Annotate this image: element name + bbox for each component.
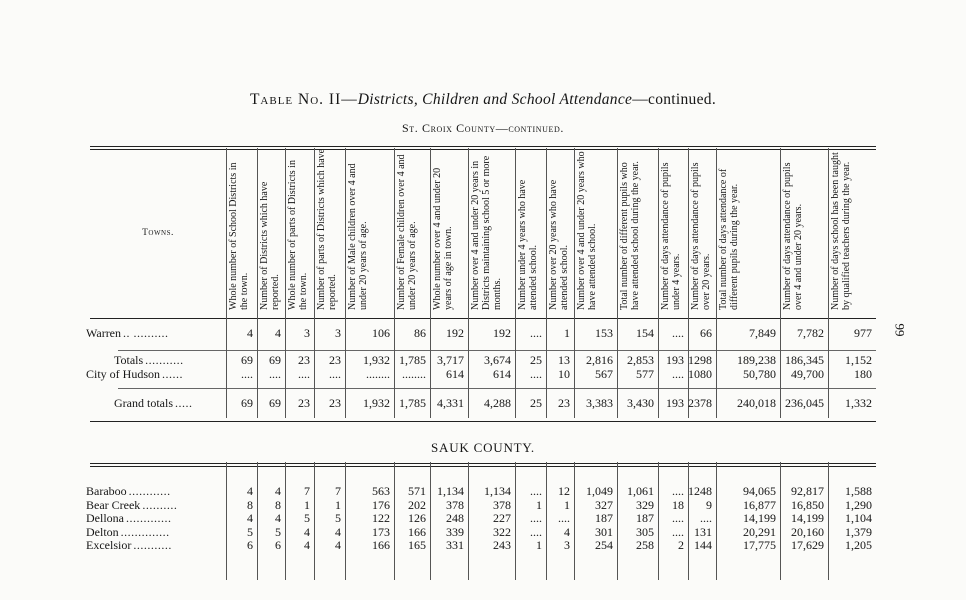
table-cell: 5 — [275, 524, 281, 539]
column-header: Number over 4 and under 20 years who have attended school. — [576, 151, 598, 310]
table-cell: 1,332 — [845, 396, 872, 410]
table-cell: 614 — [493, 367, 511, 381]
column-header: Number of Female children over 4 and under 20 years of age. — [396, 154, 418, 310]
table-row — [0, 396, 966, 410]
town-name: Grand totals — [114, 396, 173, 410]
table-cell: .... — [530, 367, 542, 381]
table-cell: 131 — [694, 524, 712, 539]
page-number: 99 — [892, 323, 908, 337]
table-cell: 1,205 — [845, 538, 872, 552]
table-cell: .... — [329, 367, 341, 381]
table-cell: 563 — [372, 484, 390, 498]
table-cell: 7 — [335, 484, 341, 498]
table-row — [0, 484, 966, 498]
leader-dots: ........... — [133, 538, 172, 552]
table-cell: 1,932 — [363, 353, 390, 367]
table-cell: 4 — [247, 484, 253, 498]
table-cell: 122 — [372, 511, 390, 525]
column-header: Number of Districts which have reported. — [259, 181, 281, 310]
table-cell: 23 — [329, 353, 341, 367]
town-name: Warren — [86, 326, 122, 340]
town-name: Dellona — [86, 511, 124, 525]
table-cell: 301 — [595, 524, 613, 539]
table-cell: 9 — [706, 497, 712, 512]
table-title: Table No. II—Districts, Children and School Attendance—continued. — [249, 91, 717, 108]
leader-dots: ........... — [145, 353, 184, 367]
column-header: Number of days attendance of pupils under 4 years. — [660, 162, 682, 310]
table-cell: 25 — [530, 396, 542, 410]
table-cell: 8 — [275, 497, 281, 512]
table-cell: 69 — [269, 396, 281, 410]
table-cell: 4 — [335, 538, 341, 552]
table-cell: 1,379 — [845, 524, 872, 539]
table-cell: 4,331 — [437, 396, 464, 410]
table-cell: 7,849 — [749, 326, 776, 340]
column-header: Number of days attendance of pupils over 4 and under 20 years. — [782, 162, 804, 310]
table-cell: 1,134 — [484, 484, 511, 498]
table-cell: .... — [700, 511, 712, 525]
table-cell: ........ — [366, 367, 390, 381]
table-cell: 3 — [564, 538, 570, 552]
table-cell: 4 — [564, 524, 570, 539]
totals-rule — [118, 350, 876, 351]
table-cell: 16,850 — [791, 497, 824, 512]
table-cell: 1,152 — [845, 353, 872, 367]
table-cell: 1 — [564, 497, 570, 512]
table-cell: 144 — [694, 538, 712, 552]
sauk-rule-top-2 — [90, 466, 876, 467]
column-header: Number of parts of Districts which have reported. — [316, 148, 338, 310]
table-row — [0, 498, 966, 512]
table-cell: 3 — [335, 326, 341, 340]
table-cell: 2 — [678, 538, 684, 552]
table-cell: 69 — [269, 353, 281, 367]
table-cell: 327 — [595, 497, 613, 512]
table-cell: .... — [530, 484, 542, 498]
table-row — [0, 367, 966, 381]
table-cell: 329 — [636, 497, 654, 512]
table-cell: 236,045 — [785, 396, 824, 410]
table-cell: ........ — [402, 367, 426, 381]
table-cell: 4 — [275, 484, 281, 498]
table-cell: 5 — [247, 524, 253, 539]
table-cell: 13 — [558, 353, 570, 367]
table-cell: 49,700 — [791, 367, 824, 381]
table-cell: 86 — [414, 326, 426, 340]
column-header: Number over 4 and under 20 years in Districts maintaining school 5 or more months. — [470, 155, 503, 310]
table-cell: 2378 — [688, 396, 712, 410]
table-cell: 193 — [666, 353, 684, 367]
table-cell: 4 — [335, 524, 341, 539]
town-name: City of Hudson — [86, 367, 161, 381]
table-cell: 1,104 — [845, 511, 872, 525]
table-cell: 4 — [275, 326, 281, 340]
table-row — [0, 538, 966, 552]
header-rule-bottom — [90, 318, 876, 319]
table-cell: 18 — [672, 497, 684, 512]
table-cell: 25 — [530, 353, 542, 367]
leader-dots: .. .......... — [123, 326, 169, 340]
table-cell: 322 — [493, 524, 511, 539]
table-cell: .... — [672, 367, 684, 381]
table-cell: 577 — [636, 367, 654, 381]
table-cell: 14,199 — [743, 511, 776, 525]
table-cell: 378 — [493, 497, 511, 512]
table-cell: 1 — [536, 538, 542, 552]
table-cell: 92,817 — [791, 484, 824, 498]
table-cell: 23 — [329, 396, 341, 410]
table-cell: 3,383 — [586, 396, 613, 410]
leader-dots: ..... — [175, 396, 193, 410]
table-cell: 305 — [636, 524, 654, 539]
table-cell: 4 — [247, 511, 253, 525]
column-header: Number of days school has been taught by qualified teachers during the year. — [830, 152, 852, 310]
table-cell: 94,065 — [743, 484, 776, 498]
table-cell: 571 — [408, 484, 426, 498]
table-cell: .... — [241, 367, 253, 381]
table-cell: 176 — [372, 497, 390, 512]
table-cell: 10 — [558, 367, 570, 381]
table-cell: 23 — [298, 353, 310, 367]
table-cell: 254 — [595, 538, 613, 552]
table-cell: 1,134 — [437, 484, 464, 498]
table-cell: .... — [298, 367, 310, 381]
table-cell: .... — [530, 511, 542, 525]
table-cell: 3,674 — [484, 353, 511, 367]
column-header: Whole number over 4 and under 20 years of age in town. — [432, 167, 454, 310]
county-subtitle: St. Croix County—continued. — [402, 121, 564, 135]
table-cell: 193 — [666, 396, 684, 410]
table-cell: 1 — [564, 326, 570, 340]
table-cell: 243 — [493, 538, 511, 552]
table-cell: 166 — [408, 524, 426, 539]
table-row — [0, 323, 966, 340]
table-cell: 1248 — [688, 484, 712, 498]
column-header: Number under 4 years who have attended school. — [517, 179, 539, 310]
table-cell: 3,717 — [437, 353, 464, 367]
leader-dots: ............. — [126, 511, 172, 525]
table-cell: 1 — [536, 497, 542, 512]
row-label — [114, 396, 226, 411]
table-cell: 1,785 — [399, 396, 426, 410]
table-cell: 23 — [558, 396, 570, 410]
table-cell: 153 — [595, 326, 613, 340]
stcroix-end-rule — [90, 421, 876, 422]
table-cell: 20,291 — [743, 524, 776, 539]
table-cell: 2,853 — [627, 353, 654, 367]
row-label — [114, 353, 226, 368]
table-cell: 23 — [298, 396, 310, 410]
leader-dots: ...... — [162, 367, 184, 381]
table-cell: 7,782 — [797, 326, 824, 340]
table-cell: 1 — [335, 497, 341, 512]
town-name: Delton — [86, 524, 119, 539]
table-cell: .... — [672, 326, 684, 340]
table-cell: .... — [672, 524, 684, 539]
table-cell: 5 — [335, 511, 341, 525]
table-cell: 180 — [854, 367, 872, 381]
table-cell: 189,238 — [737, 353, 776, 367]
table-cell: 339 — [446, 524, 464, 539]
table-cell: 20,160 — [791, 524, 824, 539]
table-cell: 1,290 — [845, 497, 872, 512]
table-cell: 106 — [372, 326, 390, 340]
table-cell: .... — [558, 511, 570, 525]
table-cell: 4 — [275, 511, 281, 525]
table-cell: 248 — [446, 511, 464, 525]
grand-totals-rule — [118, 388, 876, 389]
leader-dots: ............ — [128, 484, 171, 498]
table-cell: 7 — [304, 484, 310, 498]
table-cell: 17,775 — [743, 538, 776, 552]
leader-dots: .......... — [142, 497, 178, 512]
table-cell: 126 — [408, 511, 426, 525]
table-cell: 202 — [408, 497, 426, 512]
table-cell: 3,430 — [627, 396, 654, 410]
column-header: Whole number of parts of Districts in the town. — [287, 160, 309, 310]
row-label — [86, 326, 226, 341]
sauk-rule-top — [90, 463, 876, 464]
table-cell: 17,629 — [791, 538, 824, 552]
table-cell: 69 — [241, 396, 253, 410]
column-header: Whole number of School Districts in the town. — [228, 162, 250, 310]
table-cell: .... — [530, 326, 542, 340]
town-name: Excelsior — [86, 538, 132, 552]
column-header: Number of days attendance of pupils over 20 years. — [690, 162, 712, 310]
column-header: Number over 20 years who have attended school. — [548, 179, 570, 310]
table-row — [0, 511, 966, 525]
table-cell: 69 — [241, 353, 253, 367]
towns-column-header: Towns. — [142, 228, 174, 238]
table-cell: 66 — [700, 326, 712, 340]
table-cell: 1,588 — [845, 484, 872, 498]
table-cell: 567 — [595, 367, 613, 381]
table-cell: 240,018 — [737, 396, 776, 410]
row-label — [86, 538, 226, 553]
table-cell: .... — [530, 524, 542, 539]
header-rule-top — [90, 146, 876, 147]
table-cell: 5 — [304, 511, 310, 525]
table-cell: 4 — [304, 524, 310, 539]
table-cell: 1,061 — [627, 484, 654, 498]
table-cell: 1080 — [688, 367, 712, 381]
table-cell: 192 — [493, 326, 511, 340]
table-cell: 2,816 — [586, 353, 613, 367]
table-cell: .... — [269, 367, 281, 381]
table-cell: 12 — [558, 484, 570, 498]
table-cell: 4 — [304, 538, 310, 552]
table-cell: 977 — [854, 326, 872, 340]
table-row — [0, 353, 966, 367]
table-cell: 258 — [636, 538, 654, 552]
table-cell: 331 — [446, 538, 464, 552]
table-cell: 4,288 — [484, 396, 511, 410]
table-cell: .... — [672, 484, 684, 498]
table-cell: 14,199 — [791, 511, 824, 525]
table-cell: 6 — [247, 538, 253, 552]
table-cell: 1298 — [688, 353, 712, 367]
table-cell: 614 — [446, 367, 464, 381]
table-cell: 187 — [636, 511, 654, 525]
leader-dots: .............. — [120, 524, 170, 539]
column-header: Number of Male children over 4 and under 20 years of age. — [347, 163, 369, 310]
table-cell: 186,345 — [785, 353, 824, 367]
table-cell: 1,932 — [363, 396, 390, 410]
column-header: Total number of different pupils who have attended school during the year. — [619, 161, 641, 310]
table-cell: 165 — [408, 538, 426, 552]
table-cell: 4 — [247, 326, 253, 340]
table-cell: 6 — [275, 538, 281, 552]
table-cell: 1,049 — [586, 484, 613, 498]
table-cell: .... — [672, 511, 684, 525]
table-cell: 1,785 — [399, 353, 426, 367]
table-cell: 378 — [446, 497, 464, 512]
town-name: Baraboo — [86, 484, 127, 498]
sauk-county-heading: SAUK COUNTY. — [431, 440, 535, 455]
table-cell: 16,877 — [743, 497, 776, 512]
table-cell: 3 — [304, 326, 310, 340]
table-cell: 154 — [636, 326, 654, 340]
column-header: Total number of days attendance of different pupils during the year. — [718, 168, 740, 310]
town-name: Bear Creek — [86, 497, 141, 512]
table-cell: 187 — [595, 511, 613, 525]
row-label — [86, 367, 226, 382]
table-row — [0, 525, 966, 539]
table-cell: 192 — [446, 326, 464, 340]
table-cell: 50,780 — [743, 367, 776, 381]
table-cell: 8 — [247, 497, 253, 512]
table-cell: 1 — [304, 497, 310, 512]
table-cell: 173 — [372, 524, 390, 539]
table-cell: 166 — [372, 538, 390, 552]
table-cell: 227 — [493, 511, 511, 525]
town-name: Totals — [114, 353, 144, 367]
